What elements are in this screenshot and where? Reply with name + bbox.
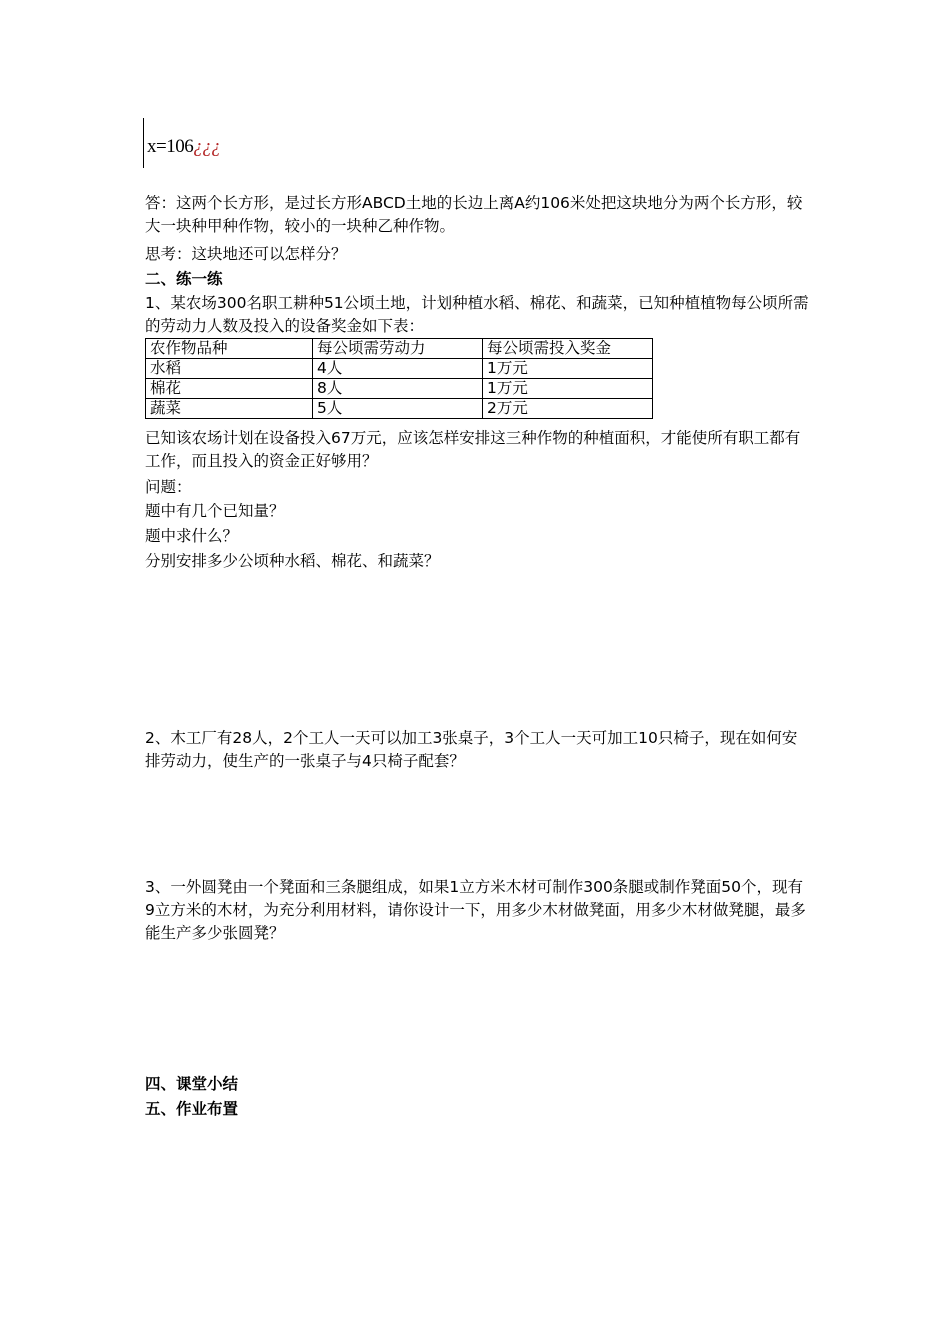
problem-2-text: 2、木工厂有28人，2个工人一天可以加工3张桌子，3个工人一天可加工10只椅子，现在如何安排劳动力，使生产的一张桌子与4只椅子配套？ [145,729,798,770]
table-row [146,399,653,419]
table-header-row [146,339,653,359]
table-header-cell: 每公顷需投入奖金 [483,339,653,359]
table-header-cell: 农作物品种 [146,339,313,359]
table-cell: 水稻 [146,359,313,379]
section-5-heading: 五、作业布置 [145,1100,239,1118]
section-4-heading: 四、课堂小结 [145,1075,239,1093]
question-2: 题中求什么？ [145,527,239,545]
table-row [146,359,653,379]
question-3: 分别安排多少公顷种水稻、棉花、和蔬菜？ [145,552,440,570]
thinking-question: 思考：这块地还可以怎样分？ [145,245,347,263]
equation-text: x=106 [147,136,194,157]
table-cell: 棉花 [146,379,313,399]
left-brace [143,118,144,168]
section-2-heading: 二、练一练 [145,270,223,288]
garbled-characters: ¿¿¿ [193,136,221,157]
problem-1-text: 1、某农场300名职工耕种51公顷土地，计划种植水稻、棉花、和蔬菜，已知种植植物每公顷所需的劳动力人数及投入的设备奖金如下表： [145,294,809,335]
problem-1-continuation: 已知该农场计划在设备投入67万元，应该怎样安排这三种作物的种植面积，才能使所有职工都有工作，而且投入的资金正好够用？ [145,429,801,470]
table-cell: 4人 [313,359,483,379]
table-cell: 2万元 [483,399,653,419]
problem-3-text: 3、一外圆凳由一个凳面和三条腿组成，如果1立方米木材可制作300条腿或制作凳面50个，现有9立方米的木材，为充分利用材料，请你设计一下，用多少木材做凳面，用多少木材做凳腿，最多能生产多少张圆凳？ [145,878,806,942]
crop-table [145,338,653,419]
questions-label: 问题： [145,478,192,496]
table-cell: 蔬菜 [146,399,313,419]
table-cell: 1万元 [483,379,653,399]
table-cell: 5人 [313,399,483,419]
answer-paragraph: 答：这两个长方形，是过长方形ABCD土地的长边上离A约106米处把这块地分为两个长方形，较大一块种甲种作物，较小的一块种乙种作物。 [145,194,803,235]
question-1: 题中有几个已知量？ [145,502,285,520]
table-cell: 1万元 [483,359,653,379]
table-row [146,379,653,399]
table-header-cell: 每公顷需劳动力 [313,339,483,359]
table-cell: 8人 [313,379,483,399]
